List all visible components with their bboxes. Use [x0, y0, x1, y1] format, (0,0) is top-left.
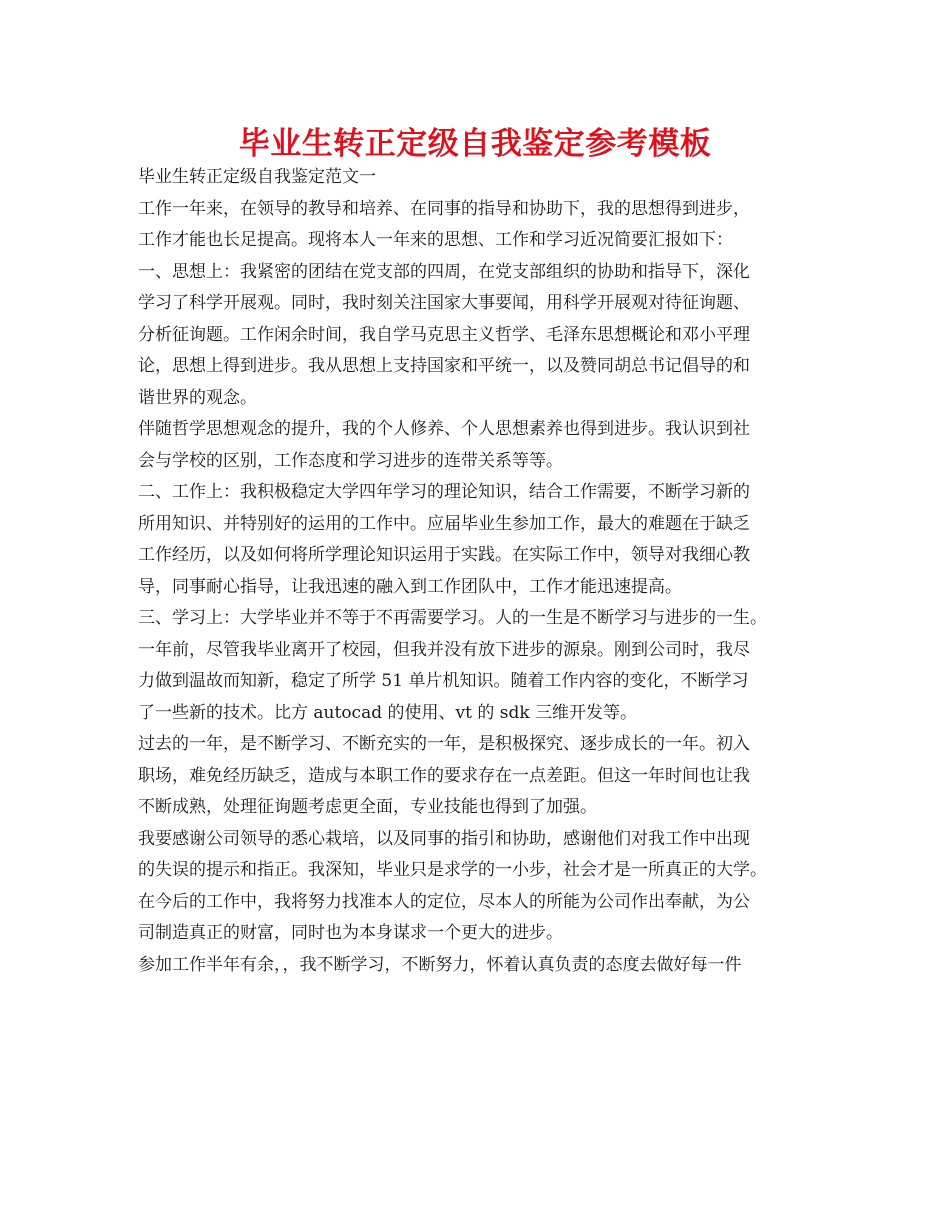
- body-line: 谐世界的观念。: [138, 387, 257, 408]
- body-line: 过去的一年，是不断学习、不断充实的一年，是积极探究、逐步成长的一年。初入: [138, 734, 750, 754]
- body-line: 在今后的工作中，我将努力找准本人的定位，尽本人的所能为公司作出奉献，为公: [138, 891, 750, 912]
- body-line: 工作一年来，在领导的教导和培养、在同事的指导和协助下，我的思想得到进步，: [138, 198, 750, 219]
- body-line: 学习了科学开展观。同时，我时刻关注国家大事要闻，用科学开展观对待征询题、: [138, 293, 750, 313]
- body-line: 一年前，尽管我毕业离开了校园，但我并没有放下进步的源泉。刚到公司时，我尽: [138, 639, 750, 660]
- body-line: 我要感谢公司领导的悉心栽培，以及同事的指引和协助，感谢他们对我工作中出现: [138, 828, 750, 849]
- body-line: 三、学习上：大学毕业并不等于不再需要学习。人的一生是不断学习与进步的一生。: [138, 608, 767, 628]
- body-line: 论，思想上得到进步。我从思想上支持国家和平统一，以及赞同胡总书记倡导的和: [138, 356, 750, 376]
- body-line: 毕业生转正定级自我鉴定范文一: [138, 167, 376, 187]
- body-line: 参加工作半年有余，，我不断学习，不断努力，怀着认真负责的态度去做好每一件: [138, 954, 742, 975]
- body-line: 的失误的提示和指正。我深知，毕业只是求学的一小步，社会才是一所真正的大学。: [138, 860, 767, 880]
- body-line: 一、思想上：我紧密的团结在党支部的四周，在党支部组织的协助和指导下，深化: [138, 261, 750, 282]
- document-body: [138, 162, 828, 981]
- body-line: 司制造真正的财富，同时也为本身谋求一个更大的进步。: [138, 923, 563, 943]
- body-line: 会与学校的区别，工作态度和学习进步的连带关系等等。: [138, 450, 563, 471]
- body-line: 工作才能也长足提高。现将本人一年来的思想、工作和学习近况简要汇报如下：: [138, 230, 733, 250]
- body-line: 二、工作上：我积极稳定大学四年学习的理论知识，结合工作需要，不断学习新的: [138, 482, 750, 502]
- document-title: 毕业生转正定级自我鉴定参考模板: [238, 126, 712, 162]
- body-line: 力做到温故而知新，稳定了所学 51 单片机知识。随着工作内容的变化，不断学习: [138, 671, 749, 691]
- body-line: 不断成熟，处理征询题考虑更全面，专业技能也得到了加强。: [138, 797, 597, 817]
- body-line: 所用知识、并特别好的运用的工作中。应届毕业生参加工作，最大的难题在于缺乏: [138, 513, 750, 534]
- body-line: 分析征询题。工作闲余时间，我自学马克思主义哲学、毛泽东思想概论和邓小平理: [138, 324, 750, 345]
- body-line: 了一些新的技术。比方 autocad 的使用、vt 的 sdk 三维开发等。: [138, 702, 638, 723]
- body-line: 伴随哲学思想观念的提升，我的个人修养、个人思想素养也得到进步。我认识到社: [138, 419, 750, 439]
- body-line: 工作经历，以及如何将所学理论知识运用于实践。在实际工作中，领导对我细心教: [138, 545, 750, 565]
- body-line: 导，同事耐心指导，让我迅速的融入到工作团队中，工作才能迅速提高。: [138, 576, 682, 597]
- body-line: 职场，难免经历缺乏，造成与本职工作的要求存在一点差距。但这一年时间也让我: [138, 765, 750, 786]
